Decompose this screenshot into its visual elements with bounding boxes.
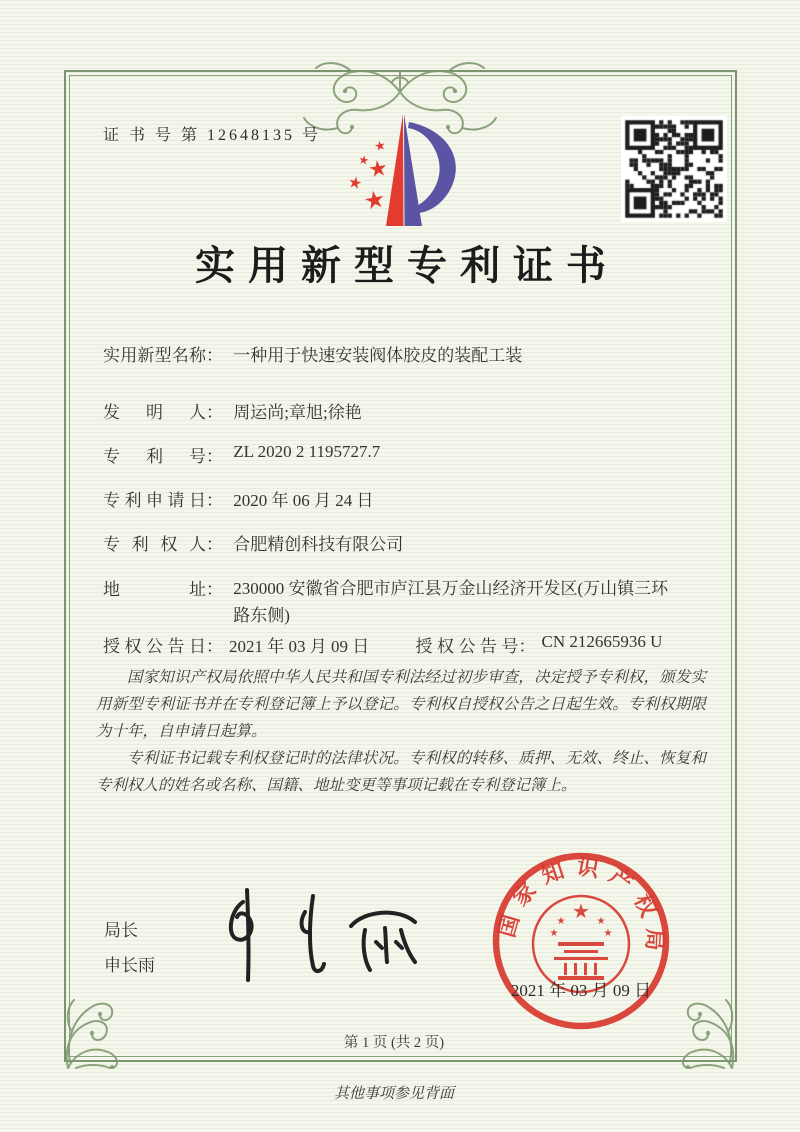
field-colon: ： — [206, 637, 223, 656]
field-row-patent-number — [103, 442, 380, 467]
svg-text:★: ★ — [572, 899, 590, 923]
signer-name: 申长雨 — [104, 956, 155, 975]
svg-text:★: ★ — [556, 916, 566, 927]
field-value-grant-number: CN 212665936 U — [541, 632, 663, 651]
field-row-grant — [103, 632, 662, 657]
field-colon: ： — [206, 447, 223, 466]
svg-text:★: ★ — [357, 152, 371, 168]
svg-text:★: ★ — [373, 138, 388, 156]
cnipa-logo-icon — [330, 108, 480, 234]
field-value-patentee: 合肥精创科技有限公司 — [233, 535, 404, 554]
field-row-inventor — [103, 398, 362, 423]
field-colon: ： — [206, 346, 223, 365]
field-label-patentee: 专利权人 — [103, 535, 206, 554]
field-colon: ： — [206, 535, 223, 554]
field-label-grant-number: 授权公告号 — [415, 637, 519, 656]
field-group-grant-date — [103, 632, 370, 656]
field-row-filing-date — [103, 486, 374, 511]
field-label-patent-number: 专利号 — [103, 447, 206, 466]
field-colon: ： — [206, 491, 223, 510]
field-row-name — [103, 341, 522, 366]
field-value-address: 230000 安徽省合肥市庐江县万金山经济开发区(万山镇三环路东侧) — [233, 579, 669, 625]
cnipa-official-seal-icon — [486, 846, 676, 1036]
field-label-grant-date: 授权公告日 — [103, 637, 206, 656]
field-value-filing-date: 2020 年 06 月 24 日 — [233, 491, 374, 510]
field-value-name: 一种用于快速安装阀体胶皮的装配工装 — [233, 346, 523, 365]
field-group-grant-number — [415, 632, 663, 656]
svg-text:★: ★ — [361, 184, 388, 216]
field-colon: ： — [206, 580, 223, 599]
field-label-inventor: 发明人 — [103, 403, 206, 422]
certificate-number: 证 书 号 第 12648135 号 — [103, 127, 322, 144]
legal-paragraph-2: 专利证书记载专利权登记时的法律状况。专利权的转移、质押、无效、终止、恢复和专利权人的姓名或名称、国籍、地址变更等事项记载在专利登记簿上。 — [96, 750, 706, 794]
qr-code — [621, 116, 727, 222]
signer-title: 局长 — [104, 921, 138, 940]
seal-date: 2021 年 03 月 09 日 — [510, 981, 652, 1000]
field-colon: ： — [518, 637, 536, 656]
field-label-filing-date: 专利申请日 — [103, 491, 206, 510]
legal-text-block — [96, 664, 706, 799]
svg-text:★: ★ — [596, 916, 606, 927]
certificate-title: 实用新型专利证书 — [195, 243, 619, 288]
seal-text: 国家知识产权局 — [493, 853, 668, 962]
commissioner-signature-icon — [213, 882, 428, 990]
svg-text:★: ★ — [603, 928, 613, 939]
field-value-inventor: 周运尚;章旭;徐艳 — [233, 403, 362, 422]
svg-text:★: ★ — [366, 155, 390, 184]
field-colon: ： — [206, 403, 223, 422]
field-value-grant-date: 2021 年 03 月 09 日 — [229, 637, 370, 656]
svg-text:★: ★ — [549, 928, 559, 939]
field-row-address — [103, 575, 677, 629]
field-label-address: 地址 — [103, 580, 206, 599]
field-value-patent-number: ZL 2020 2 1195727.7 — [233, 442, 381, 461]
field-row-patentee — [103, 530, 403, 555]
page-number: 第 1 页 (共 2 页) — [343, 1035, 445, 1051]
legal-paragraph-1: 国家知识产权局依照中华人民共和国专利法经过初步审查，决定授予专利权，颁发实用新型专利证书并在专利登记簿上予以登记。专利权自授权公告之日起生效。专利权期限为十年，自申请日起算。 — [96, 669, 706, 740]
field-label-name: 实用新型名称 — [103, 346, 206, 365]
back-side-note: 其他事项参见背面 — [333, 1086, 454, 1102]
svg-text:★: ★ — [346, 171, 365, 194]
